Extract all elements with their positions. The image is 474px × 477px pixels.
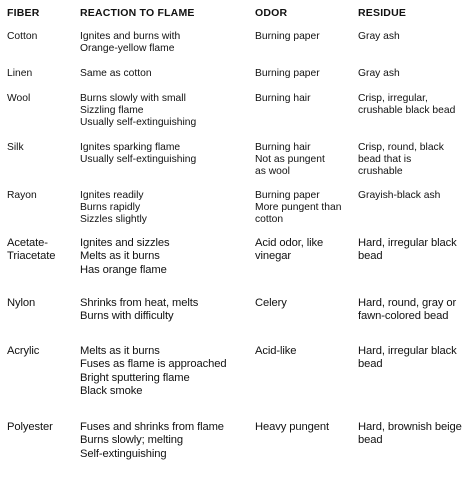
cell-line: Hard, irregular black [358,345,457,357]
cell-line: Burning paper [255,68,320,79]
cell-line: Black smoke [80,385,143,398]
cell-reaction [80,31,250,55]
cell-odor [255,297,355,310]
cell-line: Ignites readily [80,190,144,201]
cell-line: Wool [7,93,31,104]
cell-fiber [7,68,77,80]
cell-line: Burning hair [255,142,311,153]
cell-line: Fuses and shrinks from flame [80,421,224,433]
cell-line: Hard, round, gray or [358,297,457,309]
cell-line: crushable [358,166,403,178]
cell-residue [358,68,472,80]
cell-line: Grayish-black ash [358,190,441,201]
cell-line: Sizzles slightly [80,214,147,226]
cell-line: Rayon [7,190,37,201]
header-residue: RESIDUE [358,7,407,19]
header-reaction: REACTION TO FLAME [80,7,195,19]
cell-line: Triacetate [7,250,56,263]
cell-reaction [80,142,250,166]
cell-line: Cotton [7,31,38,42]
cell-odor [255,31,355,43]
cell-residue [358,93,472,117]
cell-line: Nylon [7,297,36,309]
cell-reaction [80,68,250,80]
cell-reaction [80,190,250,227]
cell-line: Orange-yellow flame [80,43,175,55]
cell-line: Celery [255,297,287,309]
cell-line: as wool [255,166,290,178]
cell-fiber [7,237,77,264]
cell-odor [255,142,355,179]
cell-line: Polyester [7,421,53,433]
cell-odor [255,421,355,434]
cell-line: Burns rapidly [80,202,141,214]
cell-line: Hard, irregular black [358,237,457,249]
cell-line: Linen [7,68,33,79]
cell-line: Burns slowly; melting [80,434,183,447]
cell-fiber [7,142,77,154]
cell-line: Melts as it burns [80,250,160,263]
cell-residue [358,421,472,448]
cell-reaction [80,297,250,324]
header-fiber: FIBER [7,7,40,19]
cell-line: Same as cotton [80,68,152,79]
cell-line: Self-extinguishing [80,447,167,460]
cell-reaction [80,345,250,399]
cell-line: cotton [255,214,284,226]
cell-line: Sizzling flame [80,105,144,117]
cell-line: Acrylic [7,345,40,357]
cell-line: Crisp, round, black [358,142,444,153]
cell-fiber [7,345,77,358]
cell-line: crushable black bead [358,105,456,117]
cell-line: Burns with difficulty [80,310,174,323]
cell-line: fawn-colored bead [358,310,449,323]
cell-odor [255,93,355,105]
cell-line: Not as pungent [255,154,325,166]
cell-line: Shrinks from heat, melts [80,297,199,309]
cell-line: bead that is [358,154,412,166]
cell-fiber [7,31,77,43]
cell-residue [358,345,472,372]
cell-fiber [7,421,77,434]
cell-odor [255,190,355,227]
cell-line: More pungent than [255,202,342,214]
cell-line: Fuses as flame is approached [80,358,227,371]
cell-residue [358,297,472,324]
cell-line: Bright sputtering flame [80,371,190,384]
cell-line: vinegar [255,250,291,263]
cell-line: bead [358,250,383,263]
cell-fiber [7,93,77,105]
cell-line: Burns slowly with small [80,93,186,104]
cell-line: Ignites and burns with [80,31,181,42]
cell-line: bead [358,434,383,447]
cell-residue [358,190,472,202]
cell-residue [358,142,472,179]
cell-residue [358,31,472,43]
cell-line: Melts as it burns [80,345,160,357]
cell-line: Gray ash [358,31,400,42]
cell-reaction [80,93,250,130]
cell-fiber [7,190,77,202]
cell-line: Ignites and sizzles [80,237,170,249]
cell-line: Acid-like [255,345,297,357]
cell-line: bead [358,358,383,371]
cell-line: Heavy pungent [255,421,329,433]
cell-fiber [7,297,77,310]
cell-line: Burning paper [255,190,320,201]
cell-line: Hard, brownish beige [358,421,462,433]
cell-reaction [80,237,250,277]
cell-residue [358,237,472,264]
cell-line: Usually self-extinguishing [80,154,197,166]
cell-reaction [80,421,250,461]
cell-odor [255,68,355,80]
cell-line: Acid odor, like [255,237,324,249]
cell-line: Burning hair [255,93,311,104]
cell-line: Usually self-extinguishing [80,117,197,129]
cell-line: Has orange flame [80,263,167,276]
cell-odor [255,345,355,358]
cell-line: Gray ash [358,68,400,79]
cell-line: Acetate- [7,237,48,249]
cell-line: Crisp, irregular, [358,93,428,104]
cell-line: Burning paper [255,31,320,42]
header-odor: ODOR [255,7,288,19]
cell-line: Ignites sparking flame [80,142,181,153]
cell-line: Silk [7,142,24,153]
cell-odor [255,237,355,264]
